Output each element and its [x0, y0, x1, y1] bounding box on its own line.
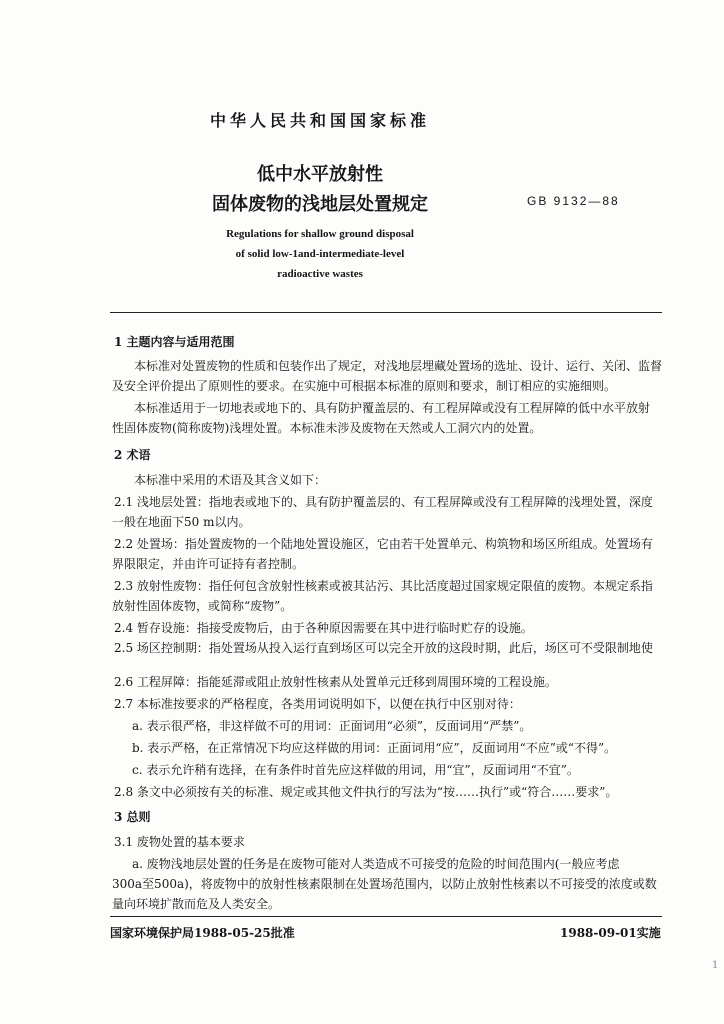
- term-2-4: 2.4 暂存设施：指接受废物后，由于各种原因需要在其中进行临时贮存的设施。: [114, 621, 533, 635]
- standard-number: GB 9132—88: [527, 194, 620, 208]
- term-2-5: 2.5 场区控制期：指处置场从投入运行直到场区可以完全开放的这段时期，此后，场区可不受限制地使: [114, 641, 653, 655]
- title-line-1: 低中水平放射性: [257, 164, 383, 185]
- term-2-6: 2.6 工程屏障：指能延滞或阻止放射性核素从处置单元迁移到周围环境的工程设施。: [114, 675, 557, 689]
- issuing-agency: 中华人民共和国国家标准: [209, 111, 430, 130]
- section-3-1-a-cont: 300a至500a)，将废物中的放射性核素限制在处置场范围内，以防止放射性核素以不可接受的浓度或数: [112, 877, 657, 891]
- section-2-heading: 2 术语: [114, 448, 151, 462]
- section-1-heading: 1 主题内容与适用范围: [114, 335, 235, 349]
- paragraph-line: 本标准适用于一切地表或地下的、具有防护覆盖层的、有工程屏障或没有工程屏障的低中水平放射: [134, 401, 651, 415]
- paragraph-line: 本标准对处置废物的性质和包装作出了规定，对浅地层埋藏处置场的选址、设计、运行、关闭、监督: [134, 359, 663, 373]
- term-2-7-b: b. 表示严格，在正常情况下均应这样做的用词：正面词用“应”，反面词用“不应”或“不得”。: [132, 741, 617, 755]
- term-2-3-cont: 放射性固体废物，或简称“废物”。: [112, 599, 293, 613]
- page-marker: 1: [712, 960, 719, 971]
- footer-divider: [110, 916, 662, 917]
- term-2-3: 2.3 放射性废物：指任何包含放射性核素或被其沾污、其比活度超过国家规定限值的废物。本规定系指: [114, 579, 653, 593]
- english-title-line-2: of solid low-1and-intermediate-level: [235, 248, 405, 260]
- section-3-1-a-cont: 量向环境扩散而危及人类安全。: [112, 897, 281, 911]
- term-2-7-a: a. 表示很严格，非这样做不可的用词：正面词用“必须”，反面词用“严禁”。: [132, 719, 532, 733]
- title-line-2: 固体废物的浅地层处置规定: [212, 194, 428, 215]
- term-2-1-cont: 一般在地面下50 m以内。: [112, 515, 251, 529]
- term-2-7-c: c. 表示允许稍有选择，在有条件时首先应这样做的用词，用“宜”，反面词用“不宜”。: [132, 763, 579, 777]
- section-3-1-heading: 3.1 废物处置的基本要求: [114, 835, 245, 849]
- paragraph-line: 性固体废物(简称废物)浅埋处置。本标准未涉及废物在天然或人工洞穴内的处置。: [112, 421, 542, 435]
- term-2-8: 2.8 条文中必须按有关的标准、规定或其他文件执行的写法为“按……执行”或“符合……要求”。: [114, 785, 618, 799]
- section-3-1-a: a. 废物浅地层处置的任务是在废物可能对人类造成不可接受的危险的时间范围内(一般应考虑: [132, 857, 620, 871]
- term-2-2: 2.2 处置场：指处置废物的一个陆地处置设施区，它由若干处置单元、构筑物和场区所组成。处置场有: [114, 537, 653, 551]
- english-title-line-1: Regulations for shallow ground disposal: [226, 228, 414, 240]
- paragraph-line: 及安全评价提出了原则性的要求。在实施中可根据本标准的原则和要求，制订相应的实施细则。: [112, 379, 617, 393]
- approval-date: 国家环境保护局1988-05-25批准: [110, 926, 295, 940]
- paragraph-line: 本标准中采用的术语及其含义如下：: [134, 473, 327, 487]
- term-2-7: 2.7 本标准按要求的严格程度，各类用词说明如下，以便在执行中区别对待：: [114, 697, 521, 711]
- section-3-heading: 3 总则: [114, 810, 151, 824]
- effective-date: 1988-09-01实施: [560, 926, 661, 940]
- term-2-1: 2.1 浅地层处置：指地表或地下的、具有防护覆盖层的、有工程屏障或没有工程屏障的浅埋处置，深度: [114, 495, 653, 509]
- english-title-line-3: radioactive wastes: [277, 268, 363, 280]
- header-divider: [110, 312, 662, 313]
- term-2-2-cont: 界限限定，并由许可证持有者控制。: [112, 557, 305, 571]
